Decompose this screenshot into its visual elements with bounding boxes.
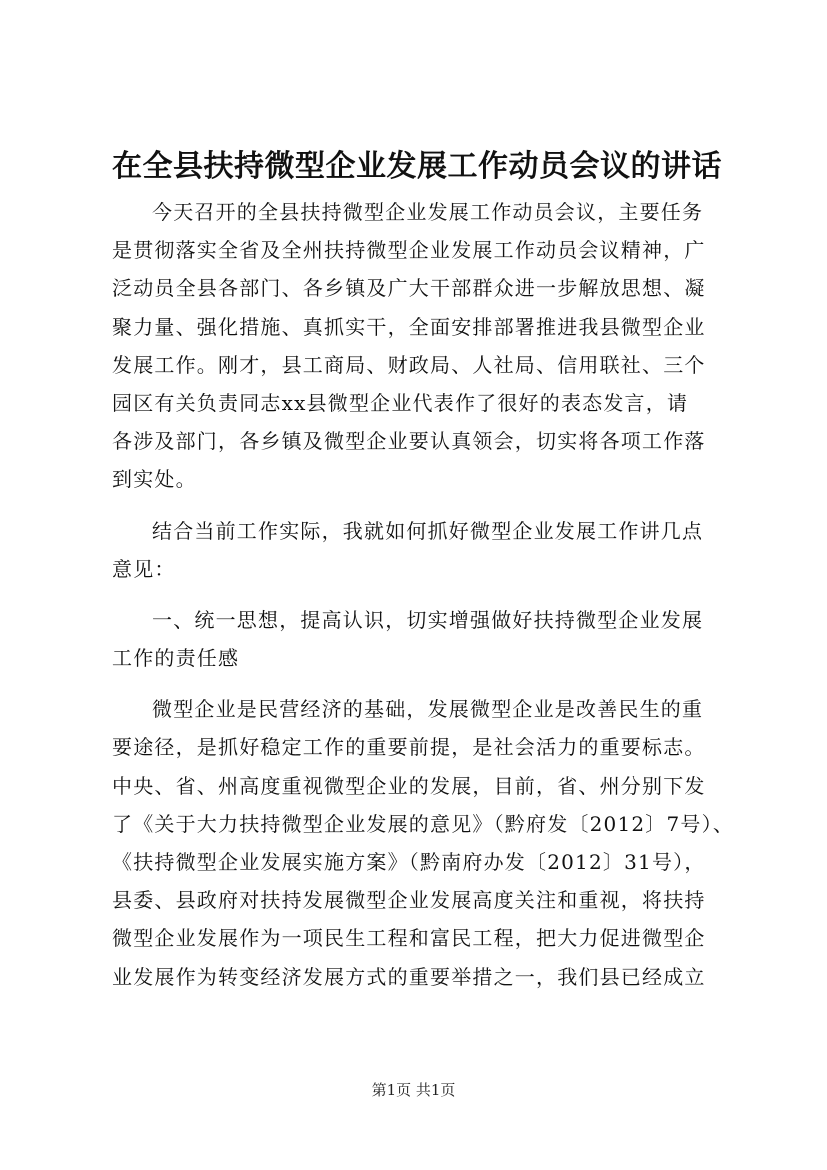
paragraph-line: 中央、省、州高度重视微型企业的发展，目前，省、州分别下发 xyxy=(112,773,706,798)
paragraph-line: 了《关于大力扶持微型企业发展的意见》（黔府发〔2012〕7号）、 xyxy=(112,811,735,836)
paragraph-line: 今天召开的全县扶持微型企业发展工作动员会议，主要任务 xyxy=(152,200,704,224)
heading-line: 一、统一思想，提高认识，切实增强做好扶持微型企业发展 xyxy=(152,607,704,632)
paragraph-line: 聚力量、强化措施、真抓实干，全面安排部署推进我县微型企业 xyxy=(112,314,706,339)
document-body xyxy=(112,193,735,996)
document-title: 在全县扶持微型企业发展工作动员会议的讲话 xyxy=(112,149,722,184)
page-number-footer: 第1页 共1页 xyxy=(371,1081,456,1099)
paragraph-line: 结合当前工作实际，我就如何抓好微型企业发展工作讲几点 xyxy=(152,518,704,543)
paragraph-line: 微型企业是民营经济的基础，发展微型企业是改善民生的重 xyxy=(152,697,704,722)
paragraph-line: 园区有关负责同志xx县微型企业代表作了很好的表态发言，请 xyxy=(112,390,689,415)
paragraph-spacer xyxy=(112,499,732,512)
paragraph-spacer xyxy=(112,677,732,690)
paragraph-3 xyxy=(112,690,735,996)
paragraph-line: 《扶持微型企业发展实施方案》（黔南府办发〔2012〕31号）， xyxy=(112,850,706,874)
paragraph-line: 要途径，是抓好稳定工作的重要前提，是社会活力的重要标志。 xyxy=(112,735,706,760)
paragraph-1 xyxy=(112,193,732,499)
paragraph-line: 县委、县政府对扶持发展微型企业发展高度关注和重视，将扶持 xyxy=(112,888,706,913)
paragraph-line: 各涉及部门，各乡镇及微型企业要认真领会，切实将各项工作落 xyxy=(112,429,706,454)
paragraph-line: 意见： xyxy=(112,556,176,581)
paragraph-line: 微型企业发展作为一项民生工程和富民工程，把大力促进微型企 xyxy=(112,926,706,951)
section-heading-1 xyxy=(112,601,732,677)
paragraph-line: 是贯彻落实全省及全州扶持微型企业发展工作动员会议精神，广 xyxy=(112,238,706,263)
paragraph-line: 业发展作为转变经济发展方式的重要举措之一，我们县已经成立 xyxy=(112,964,706,989)
paragraph-2 xyxy=(112,512,732,588)
paragraph-line: 泛动员全县各部门、各乡镇及广大干部群众进一步解放思想、凝 xyxy=(112,276,706,301)
paragraph-line: 到实处。 xyxy=(112,467,197,492)
paragraph-line: 发展工作。刚才，县工商局、财政局、人社局、信用联社、三个 xyxy=(112,352,706,377)
paragraph-spacer xyxy=(112,588,732,601)
heading-line: 工作的责任感 xyxy=(112,646,240,671)
